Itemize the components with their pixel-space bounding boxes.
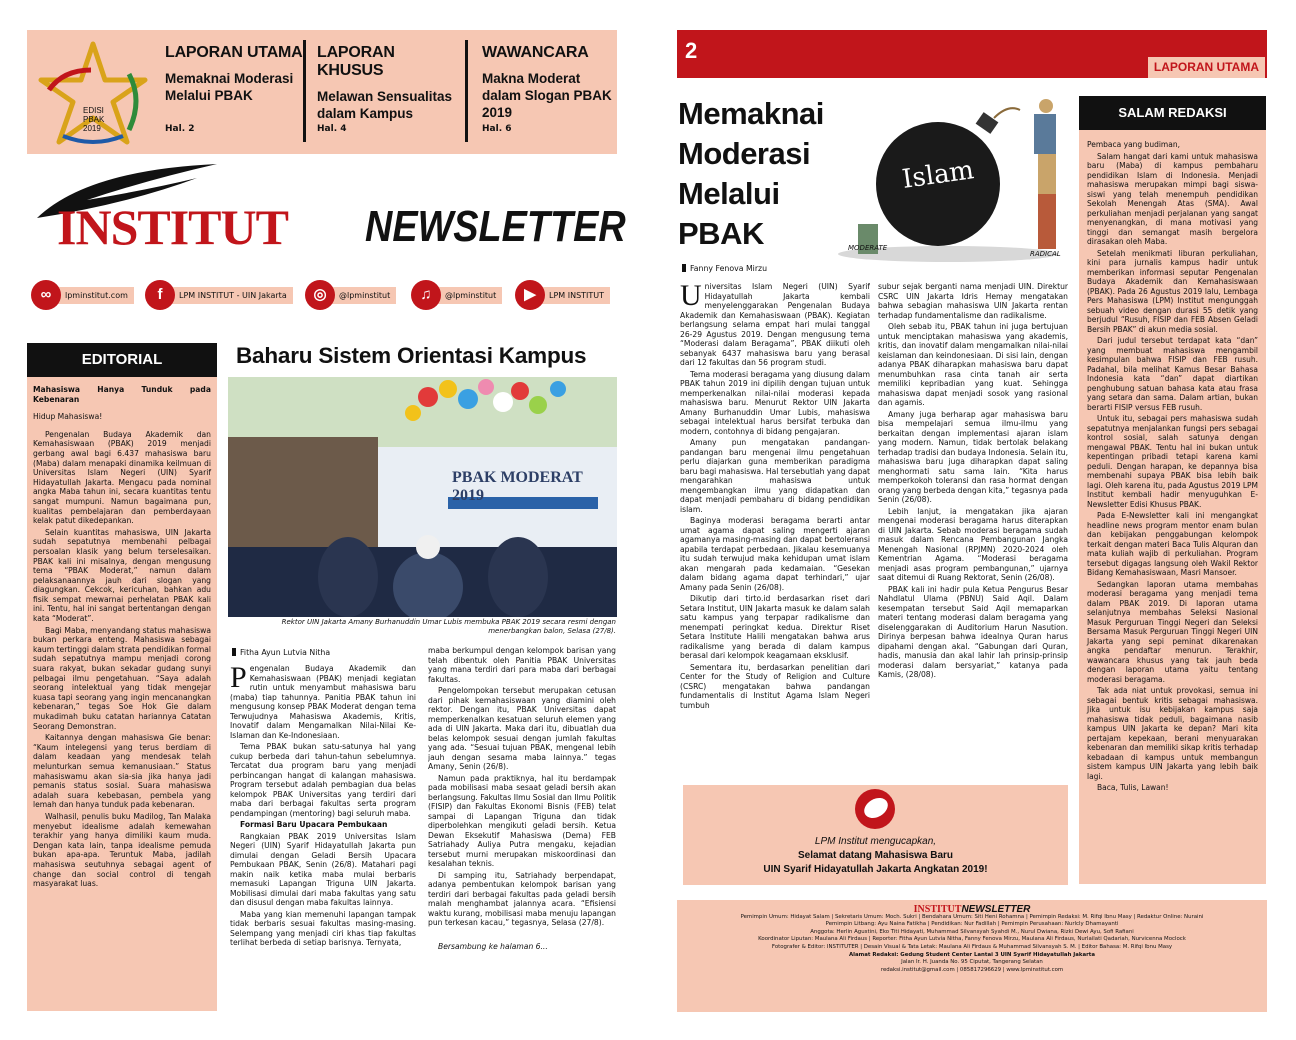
- teaser-headline: Memaknai Moderasi Melalui PBAK: [165, 71, 294, 103]
- teaser-section: LAPORAN KHUSUS: [317, 44, 395, 79]
- redaksi-paragraph: Pada E-Newsletter kali ini mengangkat headline news program mentor enam bulan dan kebijakan penggabungan kelompok terkait dengan materi Baca Tulis Alquran dan mata kuliah wajib di perkuliahan. Program tersebut digagas langsung oleh Wakil Rektor Bidang Kemahasiswaan, Masri Mansoer.: [1087, 511, 1258, 577]
- teaser-page: Hal. 4: [317, 124, 347, 134]
- bomb-label: Islam: [900, 155, 976, 195]
- report-paragraph: Lebih lanjut, ia mengatakan jika ajaran mengenai moderasi beragama harus diterapkan di UIN Jakarta. Sebab moderasi beragama sudah masuk dalam Rencana Pembangunan Jangka Menengah Nasional (RPJMN) 2020-2024 oleh Kementrian Agama. “Moderasi beragama menjadi asas program pembangunan,” ujarnya saat ditemui di Ruang Rektorat, Senin (26/08).: [878, 506, 1068, 582]
- instagram-icon: ◎: [305, 280, 335, 310]
- impressum-address: Jalan Ir. H. Juanda No. 95 Ciputat, Tangerang Selatan: [901, 959, 1043, 966]
- article-paragraph: engenalan Budaya Akademik dan Kemahasiswaan (PBAK) menjadi kegiatan rutin untuk menyambut mahasiswa baru (maba) tiap tahunnya. Panitia PBAK tahun ini mengusung konsep PBAK Moderat dengan tema Terwujudnya Mahasiswa Akademis, Kritis, Inovatif dalam Mengamalkan Nilai-Nilai Ke-Islaman dan Ke-Indonesiaan.: [230, 664, 416, 740]
- continued-link[interactable]: Bersambung ke halaman 6...: [438, 941, 548, 951]
- teaser-section: WAWANCARA: [482, 44, 589, 61]
- editorial-greeting: Hidup Mahasiswa!: [33, 412, 103, 422]
- impressum-logo-part1: INSTITUT: [913, 904, 962, 915]
- article-paragraph: Rangkaian PBAK 2019 Universitas Islam Negeri (UIN) Syarif Hidayatullah Jakarta pun dimulai dengan Geladi Bersih Upacara Pembukaan PBAK, Senin (26/8). Matahari pagi makin naik ketika maba mulai berbaris memasuki Lapangan Triguna UIN Jakarta. Mobilisasi dimulai dari maba fakultas yang satu dan disusul dengan maba fakultas lainnya.: [230, 831, 416, 907]
- article-title: Baharu Sistem Orientasi Kampus: [236, 343, 587, 368]
- social-label: @lpminstitut: [327, 287, 396, 304]
- masthead-newsletter: NEWSLETTER: [365, 202, 626, 251]
- edition-label: EDISI: [83, 106, 104, 115]
- report-byline: [682, 264, 767, 273]
- photo-banner-text: PBAK MODERAT 2019: [452, 469, 583, 504]
- report-paragraph: niversitas Islam Negeri (UIN) Syarif Hidayatullah Jakarta kembali menyelenggarakan Pengenalan Budaya Akademik dan Kemahasiswaan (PBAK). Kegiatan berlangsung selama empat hari mulai tanggal 26-29 Agustus 2019. Dengan mengusung tema “Moderasi dalam Beragama”, PBAK diikuti oleh sebanyak 6437 mahasiswa baru yang berasal dari 12 fakultas dan 56 program studi.: [680, 282, 870, 367]
- ad-line: UIN Syarif Hidayatullah Jakarta Angkatan 2019!: [763, 864, 988, 875]
- youtube-icon: ▶: [515, 280, 545, 310]
- article-paragraph: Namun pada praktiknya, hal itu berdampak pada mobilisasi maba sesaat geladi bersih akan berlangsung. Fakultas Ilmu Sosial dan Ilmu Politik (FISIP) dan Fakultas Ekonomi Bisnis (FEB) telat sampai di Lapangan Triguna dan tidak diperbolehkan mengikuti geladi bersih. Ketua Dewan Eksekutif Mahasiswa (Dema) FEB Satriahady Auliya Putra mengaku, kejadian tersebut murni merupakan miskoordinasi dan kesalahan teknis.: [428, 773, 616, 868]
- impressum: [677, 900, 1267, 1012]
- welcome-ad: [683, 785, 1068, 885]
- page-two: [648, 0, 1296, 1040]
- social-bar: [27, 280, 617, 310]
- teaser-page: Hal. 6: [482, 124, 512, 134]
- report-paragraph: Baginya moderasi beragama berarti antar umat agama dapat saling mengerti ajaran agamanya masing-masing dan dapat bertoleransi apabila terdapat perbedaan. Jikalau kesemuanya itu sudah terwujud maka kehidupan umat islam akan mengarah pada kedamaian. “Gesekan dalam bidang agama dapat terhindari,” ujar Amany pada Senin (26/08).: [680, 516, 870, 592]
- teaser-divider: [465, 40, 468, 142]
- photo-caption: Rektor UIN Jakarta Amany Burhanuddin Umar Lubis membuka PBAK 2019 secara resmi dengan menerbangkan balon, Selasa (27/8).: [281, 618, 616, 635]
- article-column-2: [428, 646, 616, 1012]
- redaksi-paragraph: Setelah menikmati liburan perkuliahan, kini para jurnalis kampus hadir untuk memberikan informasi seputar Pengenalan Budaya Akademik dan Kemahasiswaan (PBAK). Pada 26 Agustus 2019 lalu, Lembaga Pers Mahasiswa (LPM) Institut mengunggah sebuah video dengan durasi 55 detik yang berjudul “Rusuh, FISIP dan FEB Absen Geladi Bersih PBAK” di akun media sosial.: [1087, 248, 1258, 334]
- impressum-logo-part2: NEWSLETTER: [961, 904, 1031, 915]
- report-paragraph: Oleh sebab itu, PBAK tahun ini juga bertujuan untuk menciptakan mahasiswa yang akademis, kritis, dan inovatif dalam mengamalkan nilai-nilai keislaman dan keindonesiaan. Di sisi lain, dengan adanya PBAK diharapkan mahasiswa baru dapat menumbuhkan rasa cinta tanah air serta memiliki kepribadian yang kuat. Sehingga mahasiswa dapat menjadi sosok yang rasional dan agamis.: [878, 322, 1068, 407]
- edition-event: PBAK: [83, 115, 105, 124]
- byline-marker: [682, 264, 686, 272]
- radical-label: RADICAL: [1030, 250, 1061, 258]
- editorial-paragraph: Bagi Maba, menyandang status mahasiswa bukan perkara enteng. Mahasiswa sebagai kaum tertinggi dalam strata pendidikan formal sudah sepatutnya mampu menjadi corong suara rakyat, bukan sekadar gudang sunyi pelbagai ilmu pengetahuan. “Saya adalah seorang intelektual yang tidak mengejar kuasa tapi seorang yang ingin mencanangkan kebenaran,” tegas Soe Hok Gie dalam mukadimah buku catatan hariannya Catatan Seorang Demonstran.: [33, 625, 211, 731]
- report-paragraph: Amany pun mengatakan pandangan-pandangan baru mengenai ilmu pengetahuan perlu diajarkan guna memberikan paradigma baru bagi mahasiswa. Hal tersebutlah yang dapat mengarahkan mahasiswa untuk mengembangkan ilmu yang didapatkan dan dapat menjadi pembaharu di bidang pendidikan islam.: [680, 438, 870, 514]
- masthead: [27, 160, 626, 260]
- article-paragraph: Tema PBAK bukan satu-satunya hal yang cukup berbeda dari tahun-tahun sebelumnya. Tercatat dua program baru yang menjadi perbincangan hangat di kalangan mahasiswa. Program tersebut adalah pembagian dua belas kelompok PBAK Universitas yang terdiri dari maba dari berbagai fakultas serta program pendampingan (mentoring) bagi seluruh maba.: [230, 742, 416, 818]
- editorial-heading: EDITORIAL: [27, 343, 217, 377]
- star-logo-icon: [33, 40, 155, 152]
- redaksi-paragraph: Dari judul tersebut terdapat kata “dan” yang membuat mahasiswa mengambil kesimpulan bahwa FISIP dan FEB rusuh. Padahal, bila melihat Kamus Besar Bahasa Indonesia kata “dan” dapat diartikan penghubung satuan bahasa kata atau frasa yang setara dan sama. Dalam artian, bukan berarti FISIP versus FEB rusuh.: [1087, 336, 1258, 412]
- impressum-line: Pemimpin Umum: Hidayat Salam | Sekretaris Umum: Moch. Sukri | Bendahara Umum: Siti Heni Rohamna | Pemimpin Redaksi: M. Rifqi Ibnu Masy | Redaktur Online: Nuraini: [740, 913, 1204, 920]
- impressum-line: Fotografer & Editor: INSTITUTER | Desain Visual & Tata Letak: Maulana Ali Firdaus & Muhammad Silvansyah S. M. | Editor Bahasa: M. Rifqi Ibnu Masy: [771, 943, 1173, 950]
- teaser-section: LAPORAN UTAMA: [165, 44, 303, 61]
- article-paragraph: maba berkumpul dengan kelompok barisan yang telah dibentuk oleh Panitia PBAK Universitas yang mana terdiri dari para maba dari berbagai fakultas.: [428, 646, 616, 684]
- redaksi-paragraph: Tak ada niat untuk provokasi, semua ini sebagai bentuk kritis sebagai mahasiswa. Jika untuk isu kebijakan kampus saja mahasiswa tidak peduli, bagaimana nasib kampus UIN Jakarta ke depan? Mari kita pertajam kepekaan, berani menyuarakan kebenaran dan memiliki sikap kritis terhadap kebadaan di kampus untuk membangun sistem kampus UIN Jakarta yang lebih baik lagi.: [1087, 686, 1258, 781]
- social-label: @lpminstitut: [433, 287, 502, 304]
- page-header-bar: [677, 30, 1267, 78]
- article-paragraph: Pengelompokan tersebut merupakan cetusan dari pihak kemahasiswaan yang diamini oleh rektor. Dengan itu, PBAK Universitas dapat memperkenalkan kesatuan seluruh elemen yang ada di UIN Jakarta. Maka dari itu, dibuatlah dua belas kelompok sesuai dengan jumlah fakultas yang ada. “Sesuai tujuan PBAK, mengenal lebih jauh dengan sesama maba lainnya.” tegas Amany, Senin (26/8).: [428, 686, 616, 771]
- welcome-ad-text: [683, 835, 1068, 877]
- teaser-item-laporan-utama[interactable]: [165, 44, 305, 144]
- teaser-item-laporan-khusus[interactable]: [317, 44, 457, 144]
- redaksi-paragraph: Sedangkan laporan utama membahas moderasi beragama yang menjadi tema dalam PBAK 2019. Di laporan utama selanjutnya membahas Seleksi Nasional Masuk Perguruan Tinggi Negeri dan Seleksi Bersama Masuk Perguruan Tinggi Negeri UIN Jakarta yang sepi peminat dikarenakan angka pendaftar menurun. Terakhir, wawancara khusus yang tak jauh beda dengan laporan utama yaitu tentang moderasi beragama.: [1087, 579, 1258, 684]
- edition-logo: [33, 40, 155, 152]
- editorial-paragraph: Pengenalan Budaya Akademik dan Kemahasiswaan (PBAK) 2019 menjadi gerbang awal bagi 6.437 mahasiswa baru (Maba) dalam menapaki dinamika keilmuan di Universitas Islam Negeri (UIN) Syarif Hidayatullah Jakarta. Mengacu pada nominal angka Maba tahun ini, secara kuantitas tentu sangat mumpuni. Namun bagaimana pun, kualitas pembelajaran dan pemberdayaan kelak patut dikedepankan.: [33, 429, 211, 526]
- report-paragraph: subur sejak berganti nama menjadi UIN. Direktur CSRC UIN Jakarta Idris Hemay mengatakan bahwa sebagian mahasiswa UIN Jakarta rentan terhadap fundamentalisme dan radikalisme.: [878, 282, 1068, 320]
- report-column-2: [878, 282, 1068, 778]
- teaser-divider: [303, 40, 306, 142]
- social-label: lpminstitut.com: [53, 287, 134, 304]
- dropcap: P: [230, 664, 247, 694]
- article-column-1: [230, 664, 416, 1012]
- redaksi-paragraph: Salam hangat dari kami untuk mahasiswa baru (Maba) di kampus pembaharu pendidikan Islam di Indonesia. Menjadi mahasiswa merupakan mimpi bagi siswa-siswi yang telah menempuh pendidikan Sekolah Menengah Atas (SMA). Awal perkuliahan menjadi perjalanan yang sangat menyenangkan, di mana motivasi yang tinggi dan semangat masih bergelora dirasakan oleh Maba.: [1087, 151, 1258, 246]
- lpm-logo-icon: [855, 789, 895, 829]
- impressum-line: Koordinator Liputan: Maulana Ali Firdaus | Reporter: Fitha Ayun Lutvia Nitha, Fanny Fenova Mirzu, Maulana Ali Firdaus, Nurlailati Qadariah, Nurvicenna Moclock: [758, 936, 1186, 943]
- article-subhead: Formasi Baru Upacara Pembukaan: [240, 820, 388, 829]
- byline-author: Fitha Ayun Lutvia Nitha: [240, 648, 331, 657]
- report-paragraph: Dikutip dari tirto.id berdasarkan riset dari Setara Institut, UIN Jakarta masuk ke dalam salah satu kampus yang terpapar radikalisme dan menempati peringkat kedua. Direktur Riset Setara Institute Halili mengatakan bahwa arus radikalisme yang berada di dalam kampus berasal dari kelompok keagamaan eksklusif.: [680, 594, 870, 660]
- teaser-headline: Makna Moderat dalam Slogan PBAK 2019: [482, 71, 612, 120]
- redaksi-paragraph: Baca, Tulis, Lawan!: [1097, 783, 1169, 792]
- section-label: LAPORAN UTAMA: [1148, 57, 1265, 78]
- report-paragraph: Tema moderasi beragama yang diusung dalam PBAK tahun 2019 ini dipilih dengan tujuan untuk memperkenalkan nilai-nilai moderasi kepada mahasiswa baru. Menurut Rektor UIN Jakarta Amany Burhanuddin Umar Lubis, mahasiswa sebagai intelektual harus bersifat terbuka dan modern, contohnya di bidang pengajaran.: [680, 369, 870, 436]
- page-number: 2: [685, 38, 698, 63]
- report-paragraph: PBAK kali ini hadir pula Ketua Pengurus Besar Nahdlatul Ulama (PBNU) Said Aqil. Dalam kesempatan tersebut Said Aqil memaparkan materi tentang moderasi dalam beragama yang diselenggarakan di Auditorium Harun Nasution. Dirinya berpesan bahwa idealnya Quran harus dipahami dengan akal. “Gabungan dari Quran, hadis, manusia dan akal lahir lah prinsip-prinsip moderasi dalam bersyariat,” katanya pada Kamis, (28/08).: [878, 584, 1068, 679]
- dropcap: U: [680, 282, 702, 312]
- redaksi-paragraph: Untuk itu, sebagai pers mahasiswa sudah sepatutnya menjalankan fungsi pers sebagai kontrol sosial, salah satunya dengan mengawal PBAK. Tentu hal ini bukan untuk kepentingan pribadi tetapi karena kami peduli. Dengan harapan, ke depannya bisa membenahi supaya PBAK bisa lebih baik lagi. Oleh karena itu, pada Agustus 2019 LPM Institut kembali hadir menyuguhkan E-Newsletter Edisi Khusus PBAK.: [1087, 414, 1258, 509]
- article-byline: [232, 648, 330, 657]
- link-icon: ∞: [31, 280, 61, 310]
- impressum-address: Alamat Redaksi: Gedung Student Center Lantai 3 UIN Syarif Hidayatullah Jakarta: [848, 951, 1096, 958]
- teaser-band: [27, 30, 617, 154]
- article-paragraph: Di samping itu, Satriahady berpendapat, adanya pembentukan kelompok barisan yang terdiri dari berbagai fakultas pada geladi bersih malah menghambat jalannya acara. “Efisiensi waktu kurang, mobilisasi maba menuju lapangan pun terkesan kacau,” tegasnya, Selasa (27/8).: [428, 870, 616, 927]
- edition-year: 2019: [83, 124, 101, 133]
- editorial-paragraph: Kaitannya dengan mahasiswa Gie benar: “Kaum intelegensi yang terus berdiam di dalam keadaan yang mendesak telah melunturkan semua kemanusiaan.” Status mahasiswamu akan sia-sia jika hanya jadi pemanis status sosial. Suara mahasiswa adalah suara kebebasan, pembela yang lemah dan hanya tunduk pada kebenaran.: [33, 733, 211, 810]
- twitter-icon: ♫: [411, 280, 441, 310]
- editorial-paragraph: Selain kuantitas mahasiswa, UIN Jakarta sudah sepatutnya membenahi pelbagai persoalan klasik yang belum terselesaikan. PBAK kali ini misalnya, dengan mengusung tema “PBAK Moderat,” namun dalam pelaksanaannya jauh dari slogan yang diagungkan. Cekcok, kericuhan, bahkan adu fisik sempat mewarnai perhelatan PBAK kali ini. Tentu, hal ini sangat bertentangan dengan kata “Moderat”.: [33, 527, 211, 624]
- editorial-body: [27, 377, 217, 1011]
- editorial-subtitle: Mahasiswa Hanya Tunduk pada Kebenaran: [33, 385, 211, 404]
- byline-author: Fanny Fenova Mirzu: [690, 264, 768, 273]
- report-paragraph: Sementara itu, berdasarkan penelitian dari Center for the Study of Religion and Culture (CSRC) mengatakan bahwa pandangan fundamentalis di Institut Agama Islam Negeri tumbuh: [680, 662, 870, 710]
- impressum-line: Anggota: Herlin Agustini, Eko Titi Hidayati, Muhammad Silvansyah Syahdi M., Nurul Dwiana, Rizki Dewi Ayu, Sofi Rafiani: [810, 928, 1134, 935]
- article-paragraph: Maba yang kian memenuhi lapangan tampak tidak berbaris sesuai fakultas masing-masing. Selempang yang menjadi ciri khas tiap fakultas terlihat berbeda di setiap barisnya. Ternyata,: [230, 909, 416, 947]
- salam-redaksi-body: [1079, 130, 1266, 884]
- salam-redaksi-heading: SALAM REDAKSI: [1079, 96, 1266, 130]
- moderation-illustration: [838, 94, 1078, 264]
- impressum-logo: [677, 906, 1267, 914]
- teaser-headline: Melawan Sensualitas dalam Kampus: [317, 89, 453, 121]
- byline-marker: [232, 648, 236, 656]
- ad-line: LPM Institut mengucapkan,: [814, 836, 937, 847]
- main-report-title: Memaknai Moderasi Melalui PBAK: [678, 96, 824, 251]
- report-column-1: [680, 282, 870, 778]
- editorial-paragraph: Walhasil, penulis buku Madilog, Tan Malaka menyebut idealisme adalah kemewahan terakhir yang hanya dimiliki kaum muda. Dengan kata lain, tanpa idealisme pemuda bukan apa-apa. Teruntuk Maba, jadilah mahasiswa seutuhnya sebagai agent of change dan social control di tengah masyarakat luas.: [33, 811, 211, 889]
- article-photo: [228, 377, 617, 617]
- edition-logo-text: [83, 106, 104, 133]
- report-paragraph: Amany juga berharap agar mahasiswa baru bisa mempelajari semua ilmu-ilmu yang berkaitan dengan implementasi ajaran islam yang modern. Namun, tidak bertolak belakang terhadap tradisi dan budaya Indonesia. Selain itu, mahasiswa baru juga diharapkan dapat saling menghormati satu sama lain. “Kita harus memperkokoh toleransi dan rasa hormat dengan orang yang berbeda dengan kita,” tegasnya pada Senin (26/08).: [878, 409, 1068, 504]
- facebook-icon: f: [145, 280, 175, 310]
- masthead-institut: INSTITUT: [57, 199, 288, 255]
- social-label: LPM INSTITUT - UIN Jakarta: [167, 287, 293, 304]
- impressum-contact[interactable]: redaksi.institut@gmail.com | 085817296629 | www.lpminstitut.com: [880, 966, 1064, 973]
- moderate-label: MODERATE: [848, 244, 888, 252]
- social-label: LPM INSTITUT: [537, 287, 610, 304]
- impressum-line: Pemimpin Litbang: Ayu Naina Fatikha | Pendidikan: Nur Fadillah | Pemimpin Perusahaan: Nurlcly Dhamayanti: [825, 921, 1119, 928]
- teaser-item-wawancara[interactable]: [482, 44, 622, 144]
- teaser-page: Hal. 2: [165, 124, 195, 134]
- redaksi-greeting: Pembaca yang budiman,: [1087, 140, 1180, 149]
- ad-line: Selamat datang Mahasiswa Baru: [797, 850, 954, 861]
